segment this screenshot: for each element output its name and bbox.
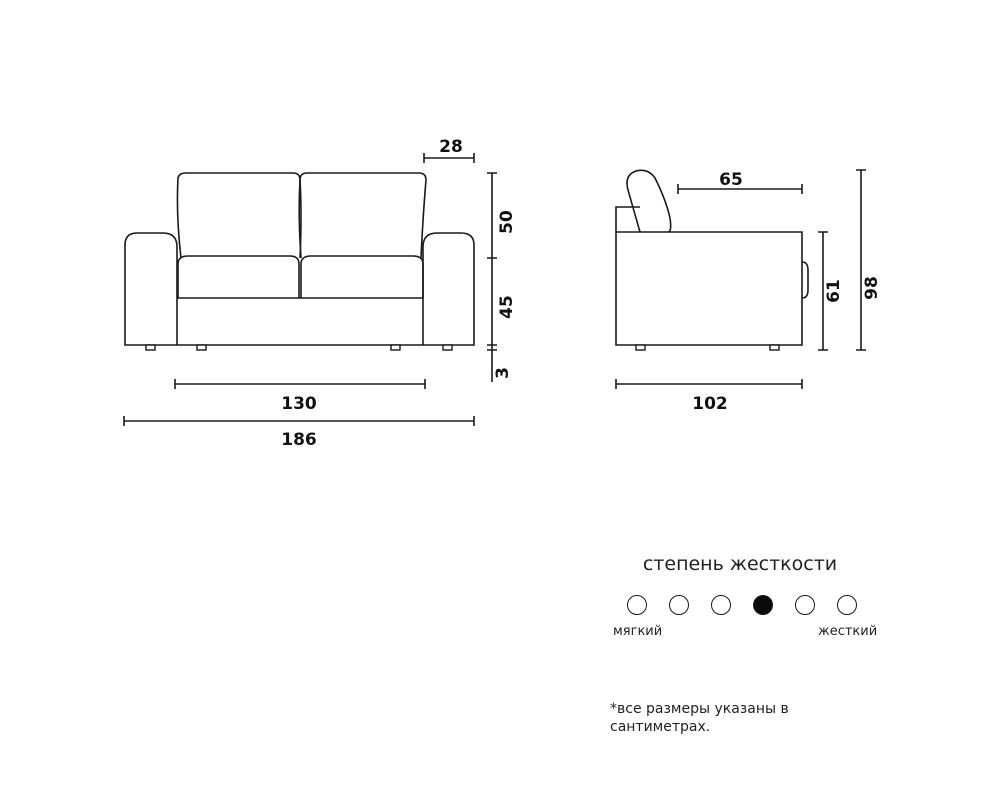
dim-total-width: [124, 416, 474, 450]
seat-cushion-right: [301, 256, 423, 298]
hardness-dot: [669, 595, 689, 615]
side-arm-detail: [802, 262, 808, 298]
leg: [146, 345, 155, 350]
side-body: [616, 232, 802, 345]
leg: [391, 345, 400, 350]
leg: [443, 345, 452, 350]
back-cushion-right: [300, 173, 426, 258]
hardness-label-hard: жесткий: [818, 624, 878, 639]
hardness-dot: [795, 595, 815, 615]
dim-total-depth: [616, 379, 802, 414]
leg: [197, 345, 206, 350]
leg: [770, 345, 779, 350]
left-armrest: [125, 233, 177, 345]
hardness-dot-selected: [753, 595, 773, 615]
dim-seat-depth-label: 65: [719, 170, 743, 190]
hardness-title: степень жесткости: [642, 553, 838, 575]
dim-seat-height-label: 45: [497, 295, 517, 319]
dim-seat-width-label: 130: [281, 394, 317, 414]
dim-total-height: [856, 170, 882, 350]
dim-arm-width-label: 28: [439, 137, 463, 157]
dim-total-width-label: 186: [281, 430, 317, 450]
dim-arm-height-label: 61: [824, 279, 844, 303]
sofa-side-view: [616, 170, 882, 414]
hardness-label-soft: мягкий: [613, 624, 663, 639]
dim-seat-depth: [678, 170, 802, 194]
seat-cushion-left: [178, 256, 299, 298]
hardness-dot: [837, 595, 857, 615]
footnote: *все размеры указаны в сантиметрах.: [610, 701, 789, 735]
right-armrest: [423, 233, 474, 345]
dim-vertical-front: [487, 173, 517, 382]
dim-back-height-label: 50: [497, 210, 517, 234]
dim-leg-height-label: 3: [493, 367, 513, 379]
side-back-cushion: [627, 170, 671, 232]
sofa-base: [177, 298, 423, 345]
dim-arm-width: [424, 137, 474, 163]
sofa-front-view: [124, 137, 517, 450]
dim-total-depth-label: 102: [692, 394, 728, 414]
dim-total-height-label: 98: [862, 276, 882, 300]
back-cushion-left: [177, 173, 301, 258]
hardness-dot: [711, 595, 731, 615]
dim-arm-height: [818, 232, 844, 350]
hardness-scale: [627, 595, 867, 617]
leg: [636, 345, 645, 350]
dim-seat-width: [175, 379, 425, 414]
hardness-dot: [627, 595, 647, 615]
